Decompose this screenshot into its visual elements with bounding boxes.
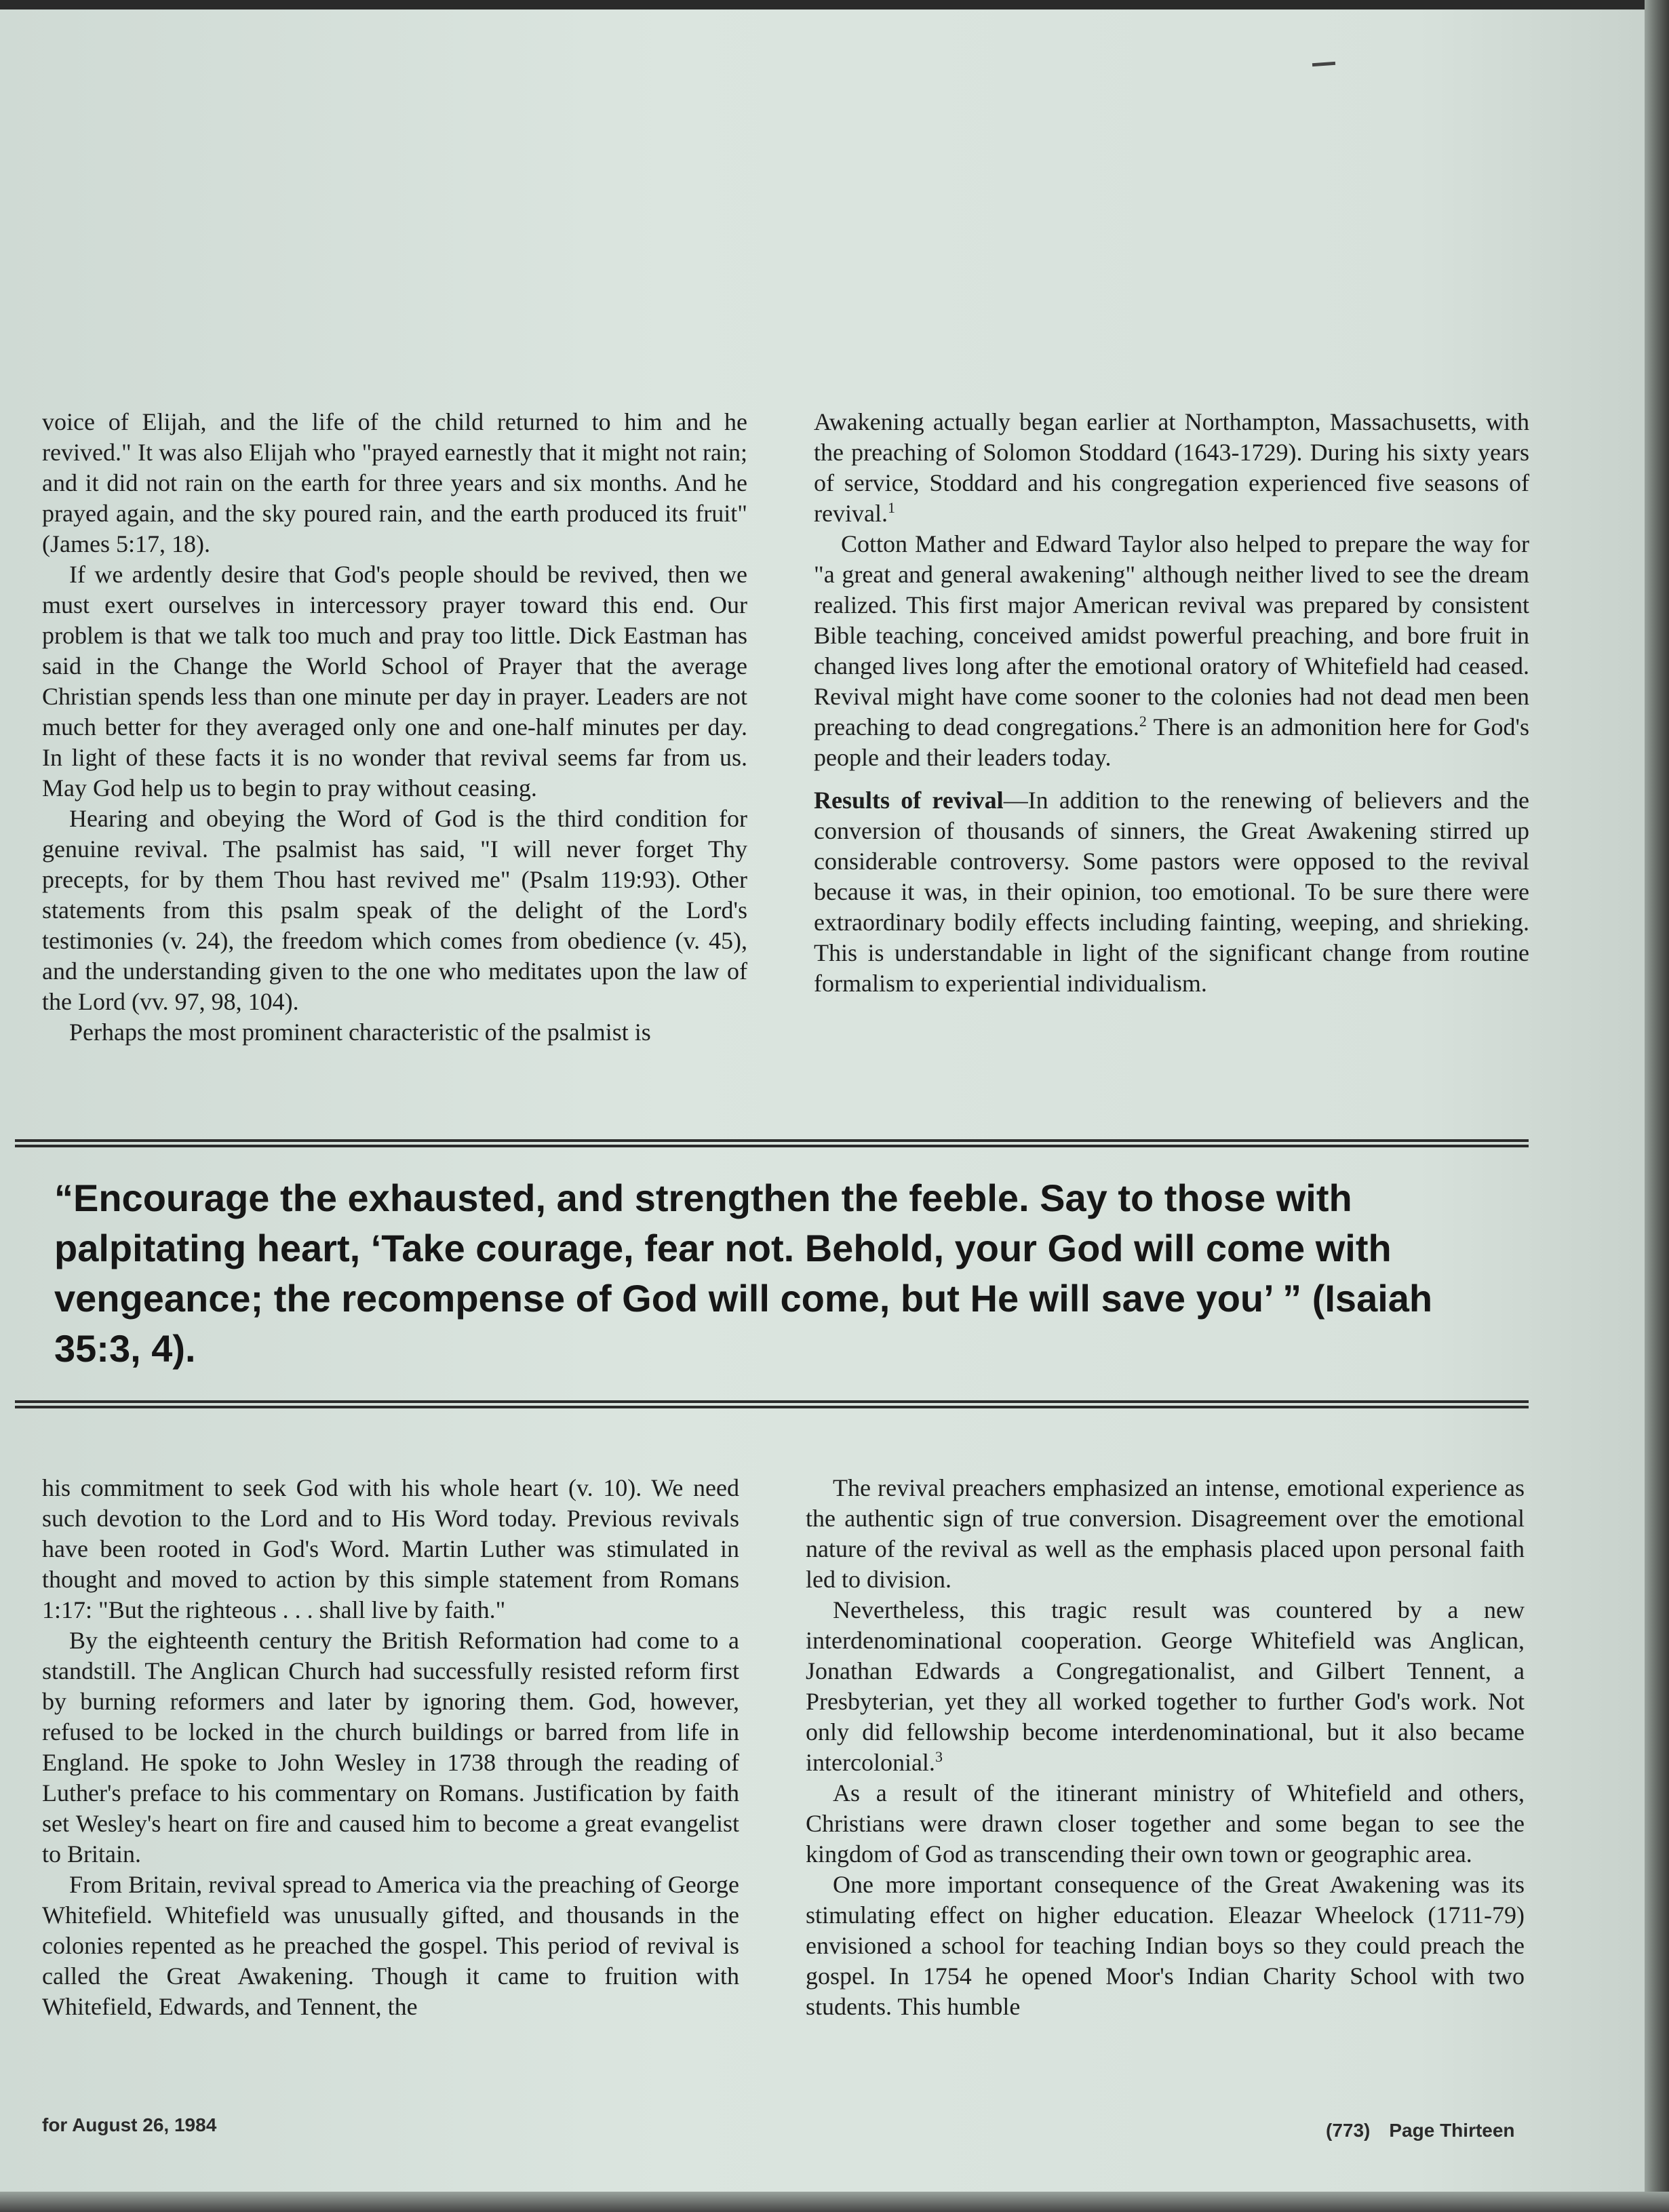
- footer-page-number: [1326, 2120, 1515, 2141]
- paragraph: [806, 1595, 1525, 1778]
- footnote-marker: 1: [887, 499, 895, 516]
- paragraph: [814, 529, 1529, 773]
- double-rule-top: [15, 1139, 1529, 1147]
- paragraph: As a result of the itinerant ministry of Whitefield and others, Christians were drawn closer together and some began to see the kingdom of God as transcending their own town or geographic area.: [806, 1779, 1525, 1868]
- page-bottom-edge: [0, 2192, 1669, 2212]
- pull-quote: “Encourage the exhausted, and strengthen the feeble. Say to those with palpitating heart, ‘Take courage, fear not. Behold, your God will come with vengeance; the recompense of God will come, but He will save you’ ” (Isaiah 35:3, 4).: [54, 1177, 1433, 1370]
- right-column-top: [814, 407, 1529, 999]
- paragraph-text: There is an admonition here for God's people and their leaders today.: [814, 713, 1529, 771]
- issue-number: (773): [1326, 2120, 1371, 2141]
- page-binding-shadow: [1645, 0, 1669, 2212]
- double-rule-bottom: [15, 1400, 1529, 1408]
- paragraph-text: Nevertheless, this tragic result was countered by a new interdenominational cooperation. George Whitefield was Anglican, Jonathan Edwards a Congregationalist, and Gilbert Tennent, a Presbyterian, yet they all worked together to further God's work. Not only did fellowship become interdenominational, but it also became intercolonial.: [806, 1596, 1525, 1776]
- paragraph: From Britain, revival spread to America via the preaching of George Whitefield. Whitefield was unusually gifted, and thousands in the colonies repented as he preached the gospel. This period of revival is called the Great Awakening. Though it came to fruition with Whitefield, Edwards, and Tennent, the: [42, 1871, 739, 2020]
- print-mark: [1312, 62, 1335, 66]
- paragraph: voice of Elijah, and the life of the child returned to him and he revived." It was also Elijah who "prayed earnestly that it might not rain; and it did not rain on the earth for three years and six months. And he prayed again, and the sky poured rain, and the earth produced its fruit" (James 5:17, 18).: [42, 408, 747, 557]
- paragraph-text: Cotton Mather and Edward Taylor also helped to prepare the way for "a great and general awakening" although neither lived to see the dream realized. This first major American revival was prepared by consistent Bible teaching, conceived amidst powerful preaching, and bore fruit in changed lives long after the emotional oratory of Whitefield had ceased. Revival might have come sooner to the colonies had not dead men been preaching to dead congregations.: [814, 530, 1529, 740]
- paragraph-gap: [814, 773, 1529, 785]
- paragraph: One more important consequence of the Great Awakening was its stimulating effect on higher education. Eleazar Wheelock (1711-79) envisioned a school for teaching Indian boys so they could preach the gospel. In 1754 he opened Moor's Indian Charity School with two students. This humble: [806, 1871, 1525, 2020]
- paragraph-text: —In addition to the renewing of believers and the conversion of thousands of sinners, the Great Awakening stirred up considerable controversy. Some pastors were opposed to the revival because it was, in their opinion, too emotional. To be sure there were extraordinary bodily effects including fainting, weeping, and shrieking. This is understandable in light of the significant change from routine formalism to experiential individualism.: [814, 787, 1529, 997]
- footnote-marker: 2: [1139, 713, 1147, 730]
- right-column-bottom: [806, 1473, 1525, 2022]
- paragraph: [814, 407, 1529, 529]
- paragraph: his commitment to seek God with his whole heart (v. 10). We need such devotion to the Lord and to His Word today. Previous revivals have been rooted in God's Word. Martin Luther was stimulated in thought and moved to action by this simple statement from Romans 1:17: "But the righteous . . . shall live by faith.": [42, 1474, 739, 1623]
- left-column-top: [42, 407, 747, 1048]
- page-top-edge: [0, 0, 1669, 9]
- paragraph-text: Awakening actually began earlier at Northampton, Massachusetts, with the preaching of Solomon Stoddard (1643-1729). During his sixty years of service, Stoddard and his congregation experienced five seasons of revival.: [814, 408, 1529, 527]
- footnote-marker: 3: [935, 1748, 943, 1765]
- paragraph: If we ardently desire that God's people should be revived, then we must exert ourselves in intercessory prayer toward this end. Our problem is that we talk too much and pray too little. Dick Eastman has said in the Change the World School of Prayer that the average Christian spends less than one minute per day in prayer. Leaders are not much better for they averaged only one and one-half minutes per day. In light of these facts it is no wonder that revival seems far from us. May God help us to begin to pray without ceasing.: [42, 561, 747, 802]
- paragraph: Hearing and obeying the Word of God is the third condition for genuine revival. The psalmist has said, "I will never forget Thy precepts, for by them Thou hast revived me" (Psalm 119:93). Other statements from this psalm speak of the delight of the Lord's testimonies (v. 24), the freedom which comes from obedience (v. 45), and the understanding given to the one who meditates upon the law of the Lord (vv. 97, 98, 104).: [42, 805, 747, 1015]
- page-label: Page Thirteen: [1389, 2120, 1515, 2141]
- paragraph: Perhaps the most prominent characteristic of the psalmist is: [69, 1019, 651, 1046]
- paragraph: [814, 785, 1529, 999]
- paragraph: By the eighteenth century the British Reformation had come to a standstill. The Anglican Church had successfully resisted reform first by burning reformers and later by ignoring them. God, however, refused to be locked in the church buildings or barred from life in England. He spoke to John Wesley in 1738 through the reading of Luther's preface to his commentary on Romans. Justification by faith set Wesley's heart on fire and caused him to become a great evangelist to Britain.: [42, 1627, 739, 1868]
- footer-date: for August 26, 1984: [42, 2114, 217, 2135]
- section-heading: Results of revival: [814, 787, 1004, 814]
- paragraph: The revival preachers emphasized an intense, emotional experience as the authentic sign of true conversion. Disagreement over the emotional nature of the revival as well as the emphasis placed upon personal faith led to division.: [806, 1474, 1525, 1593]
- left-column-bottom: [42, 1473, 739, 2022]
